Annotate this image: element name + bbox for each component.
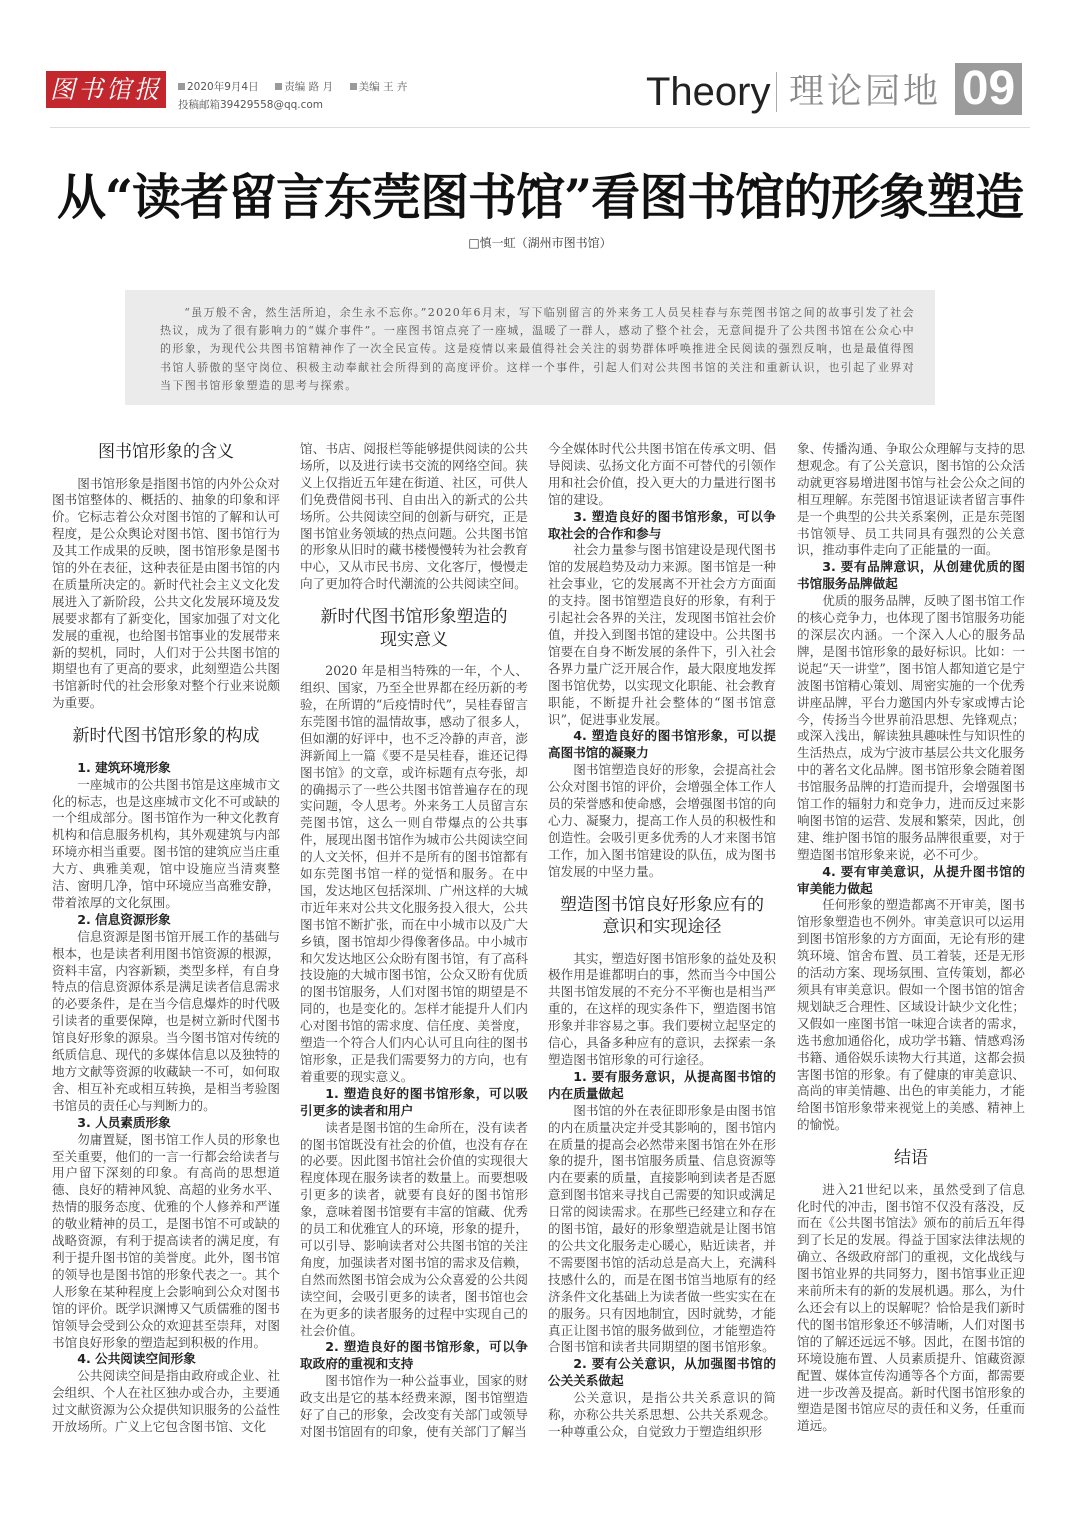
bullet-square-icon (178, 83, 185, 90)
subsection-heading: 4. 公共阅读空间形象 (77, 1351, 196, 1367)
section-heading: 新时代图书馆形象的构成 (72, 726, 260, 747)
editor-name: 路 月 (308, 81, 333, 93)
subsection-heading: 1. 塑造良好的图书馆形象，可以吸引更多的读者和用户 (300, 1085, 528, 1118)
editor-label: 责编 (284, 81, 306, 93)
bullet-square-icon (350, 83, 357, 90)
body-paragraph: 图书馆塑造良好的形象，会提高社会公众对图书馆的评价，会增强全体工作人员的荣誉感和使命感，会增强图书馆的向心力、凝聚力，提高工作人员的积极性和创造性。会吸引更多优秀的人才来图书馆工作，加入图书馆建设的队伍，成为图书馆发展的中坚力量。 (548, 762, 776, 879)
designer-name: 王 卉 (383, 81, 408, 93)
body-paragraph: 进入21世纪以来，虽然受到了信息化时代的冲击，图书馆不仅没有落没，反而在《公共图书馆法》颁布的前后五年得到了长足的发展。得益于国家法律法规的确立、各级政府部门的重视，文化战线与图书馆业界的共同努力，图书馆事业正迎来前所未有的新的发展机遇。那么，为什么还会有以上的误解呢？恰恰是我们新时代的图书馆形象还不够清晰，人们对图书馆的了解还远远不够。因此，在图书馆的环境设施布置、人员素质提升、馆藏资源配置、媒体宣传沟通等各个方面，都需要进一步改善及提高。新时代图书馆形象的塑造是图书馆应尽的责任和义务，任重而道远。 (797, 1181, 1025, 1434)
subsection-heading: 1. 建筑环境形象 (77, 759, 171, 775)
section-title-chinese: 理论园地 (789, 72, 942, 112)
article-column-3 (548, 441, 776, 1441)
article-column-2 (300, 441, 528, 1441)
subsection-heading: 2. 塑造良好的图书馆形象，可以争取政府的重视和支持 (300, 1339, 528, 1372)
article-column-1 (52, 441, 280, 1436)
section-heading: 新时代图书馆形象塑造的 现实意义 (320, 607, 508, 650)
body-paragraph: 信息资源是图书馆开展工作的基础与根本，也是读者利用图书馆资源的根源，资料丰富，内容新颖，类型多样，有自身特点的信息资源体系是满足读者信息需求的必要条件，是在当今信息爆炸的时代吸引读者的重要保障，也是树立新时代图书馆良好形象的源泉。当今图书馆对传统的纸质信息、现代的多媒体信息以及独特的地方文献等资源的收藏缺一不可，如何取舍、相互补充或相互转换，是相当考验图书馆员的责任心与判断力的。 (52, 928, 280, 1113)
body-paragraph: 优质的服务品牌，反映了图书馆工作的核心竞争力，也体现了图书馆服务功能的深层次内涵。一个深入人心的服务品牌，是图书馆形象的最好标识。比如：一说起“天一讲堂”，图书馆人都知道它是宁波图书馆精心策划、周密实施的一个优秀讲座品牌，平台力邀国内外专家或博古论今，传扬当今世界前沿思想、先锋观点；或深入浅出，解读独具趣味性与知识性的生活热点，成为宁波市基层公共文化服务中的著名文化品牌。图书馆形象会随着图书馆服务品牌的打造而提升，会增强图书馆工作的辐射力和竞争力，进而反过来影响图书馆的运营、发展和繁荣，因此，创建、维护图书馆的服务品牌很重要，对于塑造图书馆形象来说，必不可少。 (797, 593, 1025, 862)
body-paragraph: 图书馆形象是指图书馆的内外公众对图书馆整体的、概括的、抽象的印象和评价。它标志着公众对图书馆的了解和认可程度，是公众舆论对图书馆、图书馆行为及其工作成果的反映，图书馆形象是图书馆的外在表征，这种表征是由图书馆的内在质量所决定的。新时代社会主义文化发展进入了新阶段，公共文化发展环境及发展要求都有了新变化，国家加强了对文化发展的重视，也给图书馆事业的发展带来新的契机，同时，人们对于公共图书馆的期望也有了更高的要求，此刻塑造公共图书馆新时代的社会形象对整个行业来说颇为重要。 (52, 475, 280, 711)
body-paragraph: 社会力量参与图书馆建设是现代图书馆的发展趋势及动力来源。图书馆是一种社会事业，它的发展离不开社会方方面面的支持。图书馆塑造良好的形象，有利于引起社会各界的关注，发现图书馆社会价值，并投入到图书馆的建设中。公共图书馆要在自身不断发展的条件下，引入社会各界力量广泛开展合作，最大限度地发挥图书馆优势，以实现文化职能、社会教育职能，不断提升社会整体的“图书馆意识”，促进事业发展。 (548, 542, 776, 727)
issue-date: 2020年9月4日 (187, 81, 259, 93)
body-paragraph: 公关意识，是指公共关系意识的简称，亦称公共关系思想、公共关系观念。一种尊重公众，自觉致力于塑造组织形 (548, 1390, 776, 1439)
subsection-heading: 1. 要有服务意识，从提高图书馆的内在质量做起 (548, 1068, 776, 1101)
subsection-heading: 3. 人员素质形象 (77, 1114, 171, 1130)
article-title: 从“读者留言东莞图书馆”看图书馆的形象塑造 (56, 168, 1024, 226)
designer-label: 美编 (358, 81, 380, 93)
body-paragraph-continued: 今全媒体时代公共图书馆在传承文明、倡导阅读、弘扬文化方面不可替代的引领作用和社会价值，投入更大的力量进行图书馆的建设。 (548, 441, 776, 507)
body-paragraph: 公共阅读空间是指由政府或企业、社会组织、个人在社区独办或合办，主要通过文献资源为公众提供知识服务的公益性开放场所。广义上它包含图书馆、文化 (52, 1368, 280, 1435)
page-number: 09 (955, 63, 1022, 115)
body-paragraph: 2020 年是相当特殊的一年，个人、组织、国家，乃至全世界都在经历新的考验，在所谓的“后疫情时代”，吴桂春留言东莞图书馆的温情故事，感动了很多人，但如潮的好评中，也不乏冷静的声音，澎湃新闻上一篇《要不是吴桂春，谁还记得图书馆》的文章，或许标题有点夸张，却的确揭示了一些公共图书馆普遍存在的现实问题，令人思考。外来务工人员留言东莞图书馆，这么一则自带爆点的公共事件，展现出图书馆作为城市公共阅读空间的人文关怀，但并不是所有的图书馆都有如东莞图书馆一样的觉悟和服务。在中国，发达地区包括深圳、广州这样的大城市近年来对公共文化服务投入很大，公共图书馆不断扩张，而在中小城市以及广大乡镇，图书馆却少得像奢侈品。中小城市和欠发达地区公众盼有图书馆，有了高科技设施的大城市图书馆，公众又盼有优质的图书馆服务，人们对图书馆的期望是不同的，也是变化的。怎样才能提升人们内心对图书馆的需求度、信任度、美誉度，塑造一个符合人们内心认可且向往的图书馆形象，正是我们需要努力的方向，也有着重要的现实意义。 (300, 663, 528, 1084)
bullet-square-icon (275, 83, 282, 90)
issue-meta-row (178, 78, 407, 96)
subsection-heading: 2. 信息资源形象 (77, 911, 171, 927)
section-heading: 图书馆形象的含义 (98, 442, 234, 462)
article-abstract: “虽万般不舍，然生活所迫，余生永不忘你。”2020年6月末，写下临别留言的外来务工人员吴桂春与东莞图书馆之间的故事引发了社会热议，成为了很有影响力的“媒介事件”。一座图书馆点亮了一座城，温暖了一群人，感动了整个社会，无意间提升了公共图书馆在公众心中的形象，为现代公共图书馆精神作了一次全民宣传。这是疫情以来最值得社会关注的弱势群体呼唤推进全民阅读的强烈反响，也是最值得图书馆人骄傲的坚守岗位、积极主动奉献社会所得到的高度评价。这样一个事件，引起人们对公共图书馆的关注和重新认识，也引起了业界对当下图书馆形象塑造的思考与探索。 (160, 306, 915, 392)
body-paragraph: 任何形象的塑造都离不开审美，图书馆形象塑造也不例外。审美意识可以运用到图书馆形象的方方面面，无论有形的建筑环境、馆舍布置、员工着装，还是无形的活动方案、现场氛围、宣传策划，都必须具有审美意识。假如一个图书馆的馆舍规划缺乏合理性、区域设计缺少文化性；又假如一座图书馆一味迎合读者的需求，选书愈加通俗化，成功学书籍、情感鸡汤书籍、通俗娱乐读物大行其道，这都会损害图书馆的形象。有了健康的审美意识、高尚的审美情趣、出色的审美能力，才能给图书馆形象带来视觉上的美感、精神上的愉悦。 (797, 897, 1025, 1133)
section-heading: 塑造图书馆良好形象应有的 意识和实现途径 (560, 894, 764, 938)
article-column-4 (797, 441, 1025, 1435)
subsection-heading: 4. 要有审美意识，从提升图书馆的审美能力做起 (797, 863, 1025, 896)
body-paragraph: 图书馆的外在表征即形象是由图书馆的内在质量决定并受其影响的，图书馆内在质量的提高会必然带来图书馆在外在形象的提升，图书馆服务质量、信息资源等内在要素的质量，直接影响到读者是否愿意到图书馆来寻找自己需要的知识或满足日常的阅读需求。在那些已经建立和存在的图书馆，最好的形象塑造就是让图书馆的公共文化服务走心暖心，贴近读者，并不需要图书馆的活动总是高大上，充满科技感什么的，而是在图书馆当地原有的经济条件文化基础上为读者做一些实实在在的服务。只有因地制宜，因时就势，才能真正让图书馆的服务做到位，才能塑造符合图书馆和读者共同期望的图书馆形象。 (548, 1102, 776, 1355)
section-title-english: Theory (646, 70, 771, 114)
body-paragraph-continued: 馆、书店、阅报栏等能够提供阅读的公共场所，以及进行读书交流的网络空间。狭义上仅指近五年建在街道、社区，可供人们免费借阅书刊、自由出入的新式的公共场所。公共阅读空间的创新与研究，正是图书馆业务领域的热点问题。公共图书馆的形象从旧时的藏书楼慢慢转为社会教育中心，又从市民书房、文化客厅，慢慢走向了更加符合时代潮流的公共阅读空间。 (300, 441, 528, 592)
article-byline: □慎一虹（湖州市图书馆） (468, 236, 612, 250)
section-heading: 结语 (894, 1148, 928, 1169)
body-paragraph: 读者是图书馆的生命所在，没有读者的图书馆既没有社会的价值，也没有存在的必要。因此图书馆社会价值的实现很大程度体现在服务读者的数量上。而要想吸引更多的读者，就要有良好的图书馆形象，意味着图书馆要有丰富的馆藏、优秀的员工和优雅宜人的环境，形象的提升，可以引导、影响读者对公共图书馆的关注角度，加强读者对图书馆的需求及信赖，自然而然图书馆会成为公众喜爱的公共阅读空间，会吸引更多的读者，图书馆也会在为更多的读者服务的过程中实现自己的社会价值。 (300, 1119, 528, 1338)
newspaper-logo: 图书馆报 (46, 71, 166, 108)
body-paragraph: 图书馆作为一种公益事业，国家的财政支出是它的基本经费来源，图书馆塑造好了自己的形象，会改变有关部门或领导对图书馆固有的印象，使有关部门了解当 (300, 1373, 528, 1439)
subsection-heading: 2. 要有公关意识，从加强图书馆的公关关系做起 (548, 1356, 776, 1389)
body-paragraph: 勿庸置疑，图书馆工作人员的形象也至关重要，他们的一言一行都会给读者与用户留下深刻的印象。有高尚的思想道德、良好的精神风貌、高超的业务水平、热情的服务态度、优雅的个人修养和严谨的敬业精神的员工，是图书馆不可或缺的战略资源，有利于提高读者的满足度，有利于提升图书馆的美誉度。此外，图书馆的领导也是图书馆的形象代表之一。其个人形象在某种程度上会影响到公众对图书馆的评价。既学识渊博又气质儒雅的图书馆领导会受到公众的欢迎甚至崇拜，对图书馆良好形象的塑造起到积极的作用。 (52, 1131, 280, 1350)
subsection-heading: 3. 要有品牌意识，从创建优质的图书馆服务品牌做起 (797, 559, 1025, 592)
subsection-heading: 3. 塑造良好的图书馆形象，可以争取社会的合作和参与 (548, 508, 776, 541)
subsection-heading: 4. 塑造良好的图书馆形象，可以提高图书馆的凝聚力 (548, 728, 776, 761)
body-paragraph: 一座城市的公共图书馆是这座城市文化的标志，也是这座城市文化不可或缺的一个组成部分。图书馆作为一种文化教育机构和信息服务机构，其外观建筑与内部环境亦相当重要。图书馆的建筑应当庄重大方、典雅美观，馆中设施应当清爽整洁、窗明几净，馆中环境应当高雅安静，带着浓厚的文化氛围。 (52, 776, 280, 910)
body-paragraph-continued: 象、传播沟通、争取公众理解与支持的思想观念。有了公关意识，图书馆的公众活动就更容易增进图书馆与社会公众之间的相互理解。东莞图书馆退证读者留言事件是一个典型的公共关系案例，正是东莞图书馆领导、员工共同具有强烈的公关意识，推动事件走向了正能量的一面。 (797, 441, 1025, 558)
issue-meta (178, 78, 407, 114)
section-divider (776, 72, 777, 112)
header-rule (50, 127, 1030, 128)
submission-email: 投稿邮箱39429558@qq.com (178, 99, 324, 111)
body-paragraph: 其实，塑造好图书馆形象的益处及积极作用是谁都明白的事，然而当今中国公共图书馆发展的不充分不平衡也是相当严重的，在这样的现实条件下，塑造图书馆形象并非容易之事。我们要树立起坚定的信心，具备多种应有的意识，去探索一条塑造图书馆形象的可行途径。 (548, 950, 776, 1067)
article-abstract-box (125, 290, 935, 405)
